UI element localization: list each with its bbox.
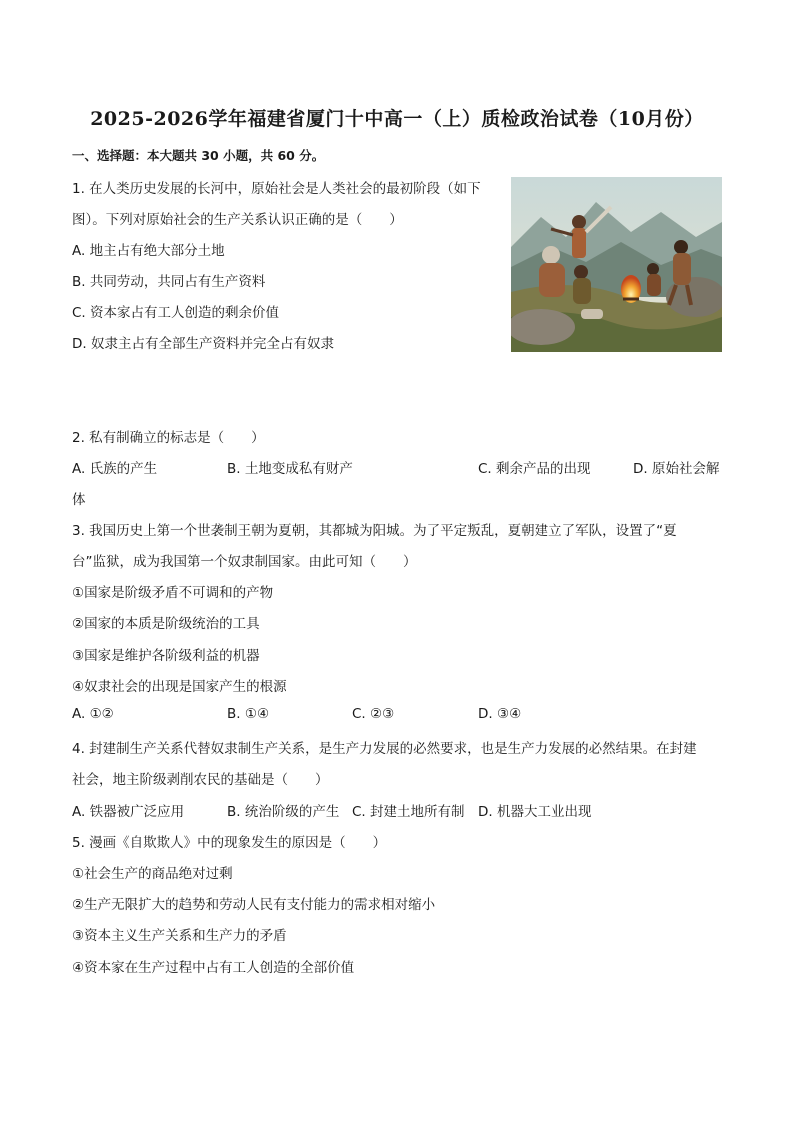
q1-option-b: B. 共同劳动，共同占有生产资料: [72, 274, 266, 290]
q2-option-d: D. 原始社会解: [633, 461, 720, 477]
q3-option-b: B. ①④: [227, 706, 270, 722]
q3-statement-2: ②国家的本质是阶级统治的工具: [72, 616, 260, 632]
q3-option-d: D. ③④: [478, 706, 522, 722]
q1-option-c: C. 资本家占有工人创造的剩余价值: [72, 305, 280, 321]
q4-option-b: B. 统治阶级的产生: [227, 804, 340, 820]
q5-stem: 5. 漫画《自欺欺人》中的现象发生的原因是（ ）: [72, 835, 387, 851]
q5-statement-4: ④资本家在生产过程中占有工人创造的全部价值: [72, 960, 355, 976]
q4-stem-line1: 4. 封建制生产关系代替奴隶制生产关系，是生产力发展的必然要求，也是生产力发展的必然结果。在封建: [72, 741, 697, 757]
q3-option-a: A. ①②: [72, 706, 114, 722]
section-heading: 一、选择题：本大题共 30 小题，共 60 分。: [72, 148, 325, 163]
q3-option-c: C. ②③: [352, 706, 395, 722]
q2-option-a: A. 氏族的产生: [72, 461, 158, 477]
exam-title: 2025-2026学年福建省厦门十中高一（上）质检政治试卷（10月份）: [90, 108, 704, 130]
q3-statement-3: ③国家是维护各阶级利益的机器: [72, 648, 260, 664]
q1-stem-line1: 1. 在人类历史发展的长河中，原始社会是人类社会的最初阶段（如下: [72, 181, 481, 197]
q5-statement-2: ②生产无限扩大的趋势和劳动人民有支付能力的需求相对缩小: [72, 897, 436, 913]
q1-option-a: A. 地主占有绝大部分土地: [72, 243, 225, 259]
q1-stem-line2: 图）。下列对原始社会的生产关系认识正确的是（ ）: [72, 212, 403, 228]
q4-option-c: C. 封建土地所有制: [352, 804, 465, 820]
q3-statement-4: ④奴隶社会的出现是国家产生的根源: [72, 679, 287, 695]
q5-statement-3: ③资本主义生产关系和生产力的矛盾: [72, 928, 287, 944]
q2-option-c: C. 剩余产品的出现: [478, 461, 591, 477]
q5-statement-1: ①社会生产的商品绝对过剩: [72, 866, 233, 882]
q4-option-d: D. 机器大工业出现: [478, 804, 592, 820]
q3-stem-line1: 3. 我国历史上第一个世袭制王朝为夏朝，其都城为阳城。为了平定叛乱，夏朝建立了军队，设置了“夏: [72, 523, 677, 539]
q3-statement-1: ①国家是阶级矛盾不可调和的产物: [72, 585, 274, 601]
q2-option-b: B. 土地变成私有财产: [227, 461, 353, 477]
q3-stem-line2: 台”监狱，成为我国第一个奴隶制国家。由此可知（ ）: [72, 554, 417, 570]
q4-option-a: A. 铁器被广泛应用: [72, 804, 185, 820]
q1-option-d: D. 奴隶主占有全部生产资料并完全占有奴隶: [72, 336, 334, 352]
q2-stem: 2. 私有制确立的标志是（ ）: [72, 430, 265, 446]
q2-option-d-wrap: 体: [72, 492, 86, 508]
q4-stem-line2: 社会，地主阶级剥削农民的基础是（ ）: [72, 772, 329, 788]
primitive-society-illustration: [511, 177, 722, 352]
